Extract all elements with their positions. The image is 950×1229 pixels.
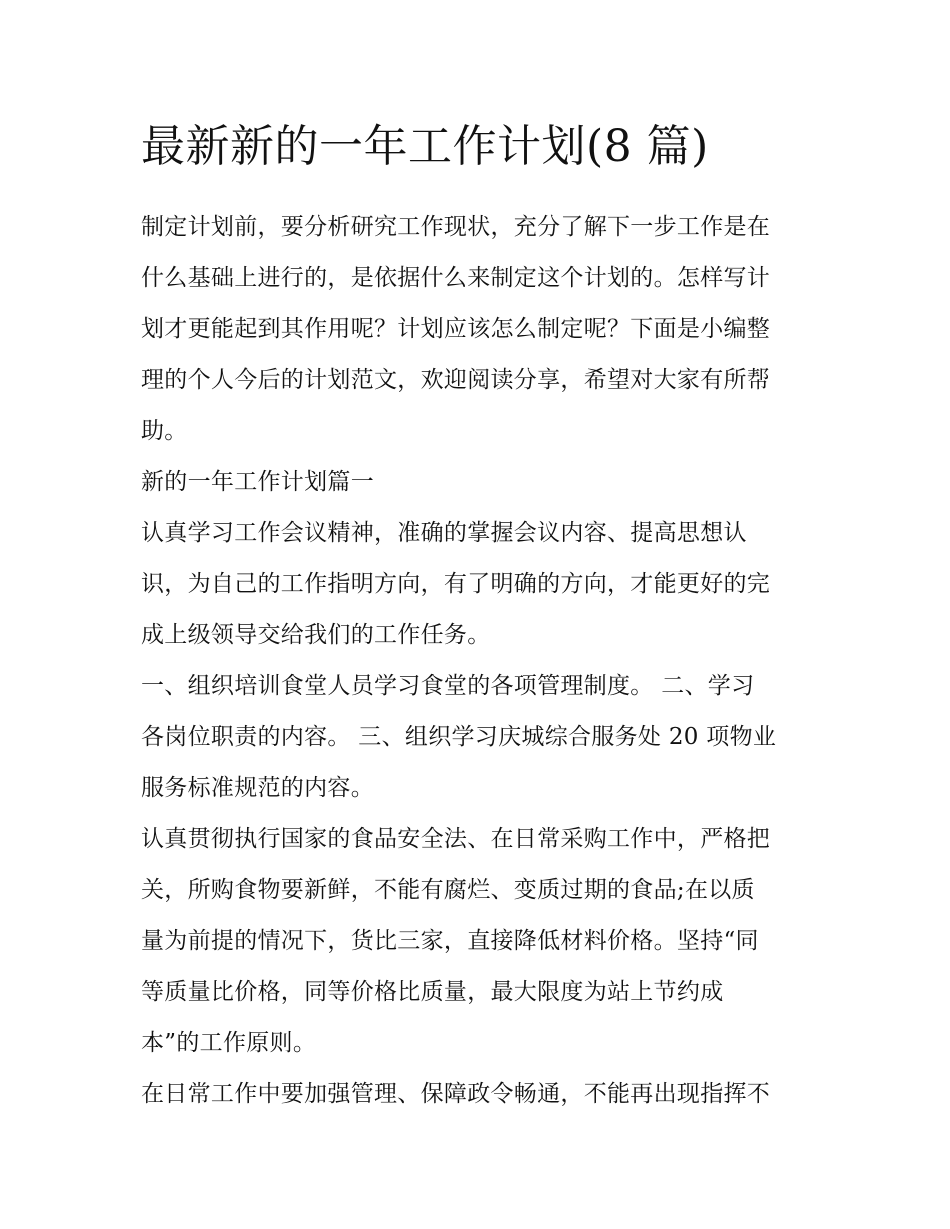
text-line: 制定计划前，要分析研究工作现状，充分了解下一步工作是在 — [141, 214, 771, 240]
text-line: 划才更能起到其作用呢？计划应该怎么制定呢？下面是小编整 — [141, 316, 771, 342]
section-heading — [141, 457, 813, 508]
text-line: 在日常工作中要加强管理、保障政令畅通，不能再出现指挥不 — [141, 1081, 771, 1107]
document-body — [141, 112, 813, 1120]
document-title: 最新新的一年工作计划(8 篇) — [141, 121, 709, 172]
text-line: 关，所购食物要新鲜，不能有腐烂、变质过期的食品;在以质 — [141, 877, 755, 903]
text-line: 理的个人今后的计划范文，欢迎阅读分享，希望对大家有所帮 — [141, 367, 771, 393]
body-paragraph — [141, 1069, 813, 1120]
body-paragraph — [141, 661, 813, 814]
text-line: 一、组织培训食堂人员学习食堂的各项管理制度。 二、学习 — [141, 673, 755, 699]
text-line: 各岗位职责的内容。 三、组织学习庆城综合服务处 20 项物业 — [141, 724, 777, 750]
text-line: 认真学习工作会议精神，准确的掌握会议内容、提高思想认 — [141, 520, 747, 546]
text-line: 量为前提的情况下，货比三家，直接降低材料价格。坚持“同 — [141, 928, 759, 954]
text-line: 成上级领导交给我们的工作任务。 — [141, 622, 491, 648]
text-line: 新的一年工作计划篇一 — [141, 469, 374, 495]
text-line: 服务标准规范的内容。 — [141, 775, 374, 801]
text-line: 本”的工作原则。 — [141, 1030, 317, 1056]
text-line: 助。 — [141, 418, 188, 444]
intro-paragraph — [141, 202, 813, 457]
text-line: 识，为自己的工作指明方向，有了明确的方向，才能更好的完 — [141, 571, 771, 597]
text-line: 什么基础上进行的，是依据什么来制定这个计划的。怎样写计 — [141, 265, 771, 291]
body-paragraph — [141, 814, 813, 1069]
text-line: 认真贯彻执行国家的食品安全法、在日常采购工作中，严格把 — [141, 826, 771, 852]
body-paragraph — [141, 508, 813, 661]
text-line: 等质量比价格，同等价格比质量，最大限度为站上节约成 — [141, 979, 724, 1005]
